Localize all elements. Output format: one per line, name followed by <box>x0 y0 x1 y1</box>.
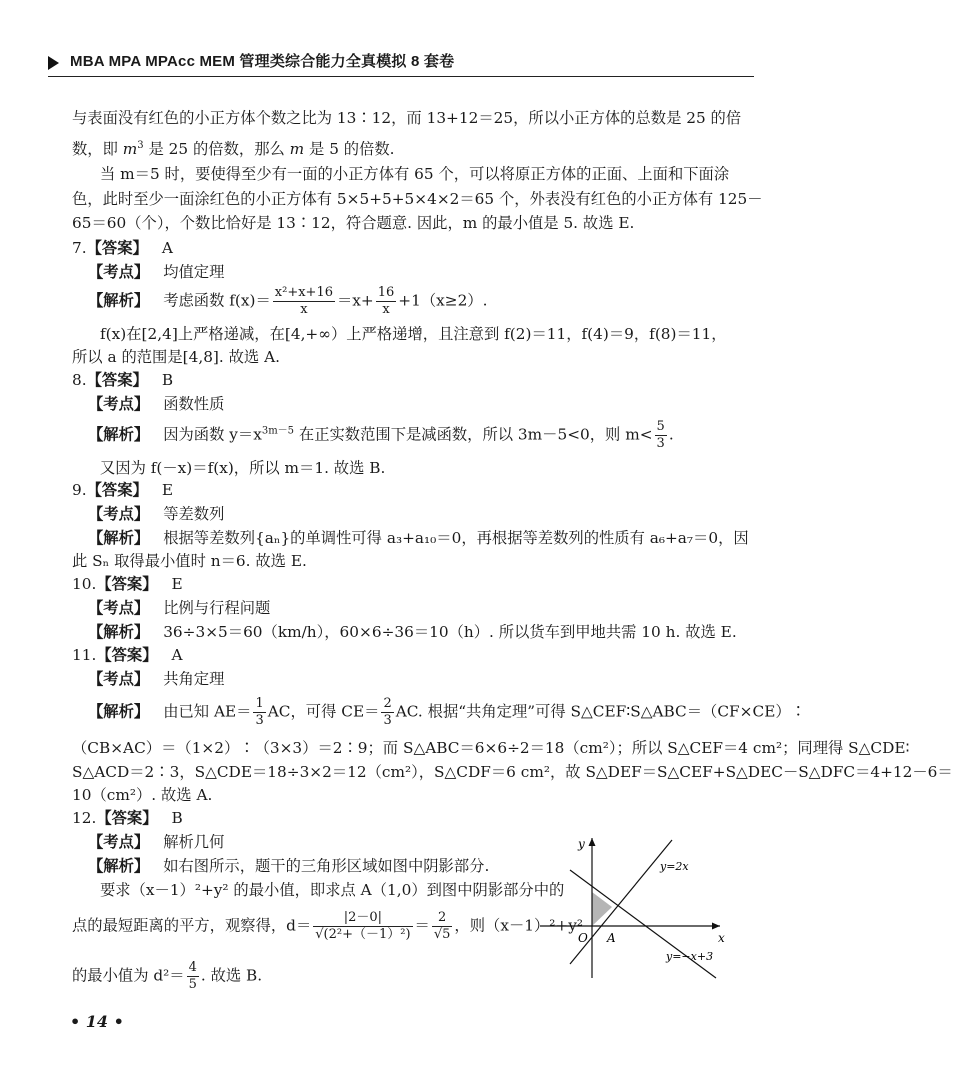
q11-point-line: 【考点】 共角定理 <box>88 670 225 688</box>
q7-answer-line: 7.【答案】 A <box>72 239 173 257</box>
q11-analysis-line: 【解析】 由已知 AE＝ $\frac{1}{3}$ AC，可得 CE＝ $\frac{2}{3}$ AC. 根据“共角定理”可得 S△CEF∶S△ABC＝（CF×CE）∶ <box>88 696 806 728</box>
page-number: • 14 • <box>70 1012 124 1031</box>
q10-analysis-line: 【解析】 36÷3×5＝60（km/h），60×6÷36＝10（h）. 所以货车到甲地共需 10 h. 故选 E. <box>88 623 737 641</box>
coordinate-figure <box>530 832 730 982</box>
point-a-label: A <box>607 931 616 945</box>
line-label-y2x: y=2x <box>660 860 689 873</box>
q8-point-line: 【考点】 函数性质 <box>88 395 225 413</box>
fraction: $\frac{\text{x²+x+16}}{x}$ <box>274 285 333 317</box>
page-header <box>48 50 754 76</box>
q8-analysis-line: 【解析】 因为函数 $y=x^{3m-5}$ 在正实数范围下是减函数，所以 3m－5<0，则 m< $\frac{5}{3}$ . <box>88 419 674 451</box>
q10-answer-line: 10.【答案】 E <box>72 575 183 593</box>
q12-analysis-line: 【解析】 如右图所示，题干的三角形区域如图中阴影部分. <box>88 857 490 875</box>
x-axis-arrow-icon <box>712 923 720 930</box>
q12-line-3: 点的最短距离的平方，观察得，d＝ $\frac{|2-0|}{\text{√(2²+（－1）²)}}$ ＝ $\frac{2}{√5}$ ，则（x－1）²+y² <box>72 910 583 942</box>
q9-point-line: 【考点】 等差数列 <box>88 505 225 523</box>
fraction: $\frac{1}{3}$ <box>255 696 264 728</box>
q11-line-3: S△ACD＝2∶3，S△CDE＝18÷3×2＝12（cm²），S△CDF＝6 cm²，故 S△DEF＝S△CEF+S△DEC－S△DFC＝4+12－6＝ <box>72 763 953 781</box>
q9-analysis-line: 【解析】 根据等差数列{aₙ}的单调性可得 a₃+a₁₀＝0，再根据等差数列的性质有 a₆+a₇＝0，因 <box>88 529 749 547</box>
line-y-equals-2x <box>570 840 672 964</box>
q11-answer-line: 11.【答案】 A <box>72 646 183 664</box>
header-rule <box>48 76 754 77</box>
x-axis-label: x <box>718 931 725 945</box>
q8-line-2: 又因为 f(－x)＝f(x)，所以 m＝1. 故选 B. <box>100 459 386 477</box>
intro-line-5: 65＝60（个），个数比恰好是 13∶12，符合题意. 因此，m 的最小值是 5. 故选 E. <box>72 214 635 232</box>
q7-line-3: 所以 a 的范围是[4,8]. 故选 A. <box>72 348 280 366</box>
fraction: $\frac{2}{√5}$ <box>433 910 451 942</box>
intro-line-4: 色，此时至少一面涂红色的小正方体有 5×5+5+5×4×2＝65 个，外表没有红色的小正方体有 125－ <box>72 190 763 208</box>
fraction: $\frac{2}{3}$ <box>383 696 392 728</box>
header-title: MBA MPA MPAcc MEM 管理类综合能力全真模拟 8 套卷 <box>70 53 455 70</box>
y-axis-label: y <box>578 837 585 851</box>
origin-label: O <box>578 931 588 945</box>
q7-point-line: 【考点】 均值定理 <box>88 263 225 281</box>
intro-line-3: 当 m＝5 时，要使得至少有一面的小正方体有 65 个，可以将原正方体的正面、上面和下面涂 <box>100 165 730 183</box>
fraction: $\frac{4}{5}$ <box>188 960 197 992</box>
line-label-neg-x-plus-3: y=−x+3 <box>666 950 714 963</box>
q11-line-2: （CB×AC）＝（1×2）∶（3×3）＝2∶9；而 S△ABC＝6×6÷2＝18（cm²）；所以 S△CEF＝4 cm²；同理得 S△CDE∶ <box>72 739 910 757</box>
q12-answer-line: 12.【答案】 B <box>72 809 183 827</box>
shaded-region <box>592 892 612 926</box>
fraction: $\frac{|2-0|}{\text{√(2²+（－1）²)}}$ <box>315 910 411 942</box>
q9-line-2: 此 Sₙ 取得最小值时 n＝6. 故选 E. <box>72 552 307 570</box>
q12-line-2: 要求（x－1）²+y² 的最小值，即求点 A（1,0）到图中阴影部分中的 <box>100 881 565 899</box>
q12-line-4: 的最小值为 d²＝ $\frac{4}{5}$ . 故选 B. <box>72 960 263 992</box>
header-triangle-icon <box>48 56 59 70</box>
q12-point-line: 【考点】 解析几何 <box>88 833 225 851</box>
fraction: $\frac{16}{x}$ <box>377 285 395 317</box>
q9-answer-line: 9.【答案】 E <box>72 481 173 499</box>
q7-analysis-line: 【解析】 考虑函数 f(x)＝ $\frac{\text{x²+x+16}}{x}$ ＝x+ $\frac{16}{x}$ +1（x≥2）. <box>88 285 488 317</box>
fraction: $\frac{5}{3}$ <box>656 419 665 451</box>
q8-answer-line: 8.【答案】 B <box>72 371 174 389</box>
q7-line-2: f(x)在[2,4]上严格递减，在[4,+∞）上严格递增，且注意到 f(2)＝11，f(4)＝9，f(8)＝11， <box>100 325 727 343</box>
y-axis-arrow-icon <box>589 838 596 846</box>
intro-line-2: 数，即 $m^3$ 是 25 的倍数，那么 m 是 5 的倍数. <box>72 140 395 159</box>
intro-line-1: 与表面没有红色的小正方体个数之比为 13∶12，而 13+12＝25，所以小正方体的总数是 25 的倍 <box>72 109 742 127</box>
q11-line-4: 10（cm²）. 故选 A. <box>72 786 213 804</box>
q10-point-line: 【考点】 比例与行程问题 <box>88 599 271 617</box>
